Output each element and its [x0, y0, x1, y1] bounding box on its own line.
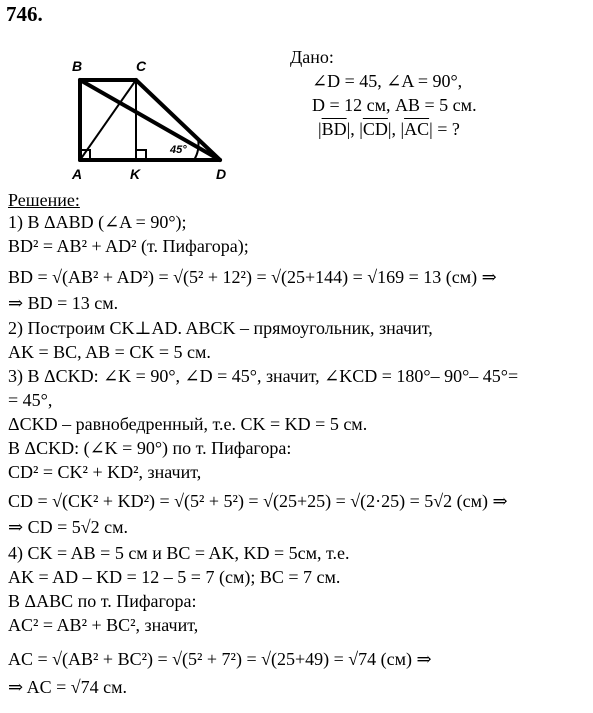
- label-d: D: [216, 166, 227, 182]
- label-angle: 45°: [170, 144, 187, 156]
- line-5: 2) Построим CK⊥AD. ABCK – прямоугольник, значит,: [8, 318, 433, 338]
- line-6: AK = BC, AB = CK = 5 см.: [8, 342, 211, 362]
- line-18: AC = √(AB² + BC²) = √(5² + 7²) = √(25+49) = √74 (см) ⇒: [8, 649, 432, 669]
- solution-header: Решение:: [8, 190, 80, 210]
- given-angles: ∠D = 45, ∠A = 90°,: [312, 71, 463, 91]
- given-title: Дано:: [290, 47, 334, 67]
- line-10: В ΔCKD: (∠K = 90°) по т. Пифагора:: [8, 438, 292, 458]
- problem-number: 746.: [6, 2, 43, 26]
- label-b: B: [72, 58, 83, 74]
- given-question: $|\overline{BD}|$, $|\overline{CD}|$, $|\overline{AC}|$ = ?: [318, 119, 460, 139]
- label-a: A: [72, 166, 83, 182]
- diagonal-ac: [80, 80, 136, 160]
- vec-bd: $\overline{BD}$: [321, 119, 347, 139]
- line-4: ⇒ BD = 13 см.: [8, 293, 119, 313]
- label-k: K: [130, 166, 141, 182]
- question-tail: = ?: [437, 119, 460, 139]
- given-lengths: D = 12 см, AB = 5 см.: [312, 95, 477, 115]
- line-12: CD = √(CK² + KD²) = √(5² + 5²) = √(25+25) = √(2·25) = 5√2 (см) ⇒: [8, 491, 508, 511]
- vec-ac: $\overline{AC}$: [404, 119, 430, 139]
- line-8: = 45°,: [8, 390, 53, 410]
- line-14: 4) CK = AB = 5 см и BC = AK, KD = 5см, т.е.: [8, 543, 350, 563]
- line-17: AC² = AB² + BC², значит,: [8, 615, 199, 635]
- line-9: ΔCKD – равнобедренный, т.е. CK = KD = 5 см.: [8, 414, 368, 434]
- line-7: 3) В ΔCKD: ∠K = 90°, ∠D = 45°, значит, ∠KCD = 180°– 90°– 45°=: [8, 366, 519, 386]
- line-15: AK = AD – KD = 12 – 5 = 7 (см); BC = 7 см.: [8, 567, 341, 587]
- line-3: BD = √(AB² + AD²) = √(5² + 12²) = √(25+144) = √169 = 13 (см) ⇒: [8, 267, 497, 287]
- line-2: BD² = AB² + AD² (т. Пифагора);: [8, 236, 249, 256]
- angle-arc-d: [194, 139, 198, 160]
- line-16: В ΔABC по т. Пифагора:: [8, 591, 197, 611]
- vec-cd: $\overline{CD}$: [362, 119, 388, 139]
- line-11: CD² = CK² + KD², значит,: [8, 462, 202, 482]
- line-19: ⇒ AC = √74 см.: [8, 677, 128, 697]
- label-c: C: [136, 58, 147, 74]
- line-13: ⇒ CD = 5√2 см.: [8, 517, 128, 537]
- line-1: 1) В ΔABD (∠A = 90°);: [8, 212, 187, 232]
